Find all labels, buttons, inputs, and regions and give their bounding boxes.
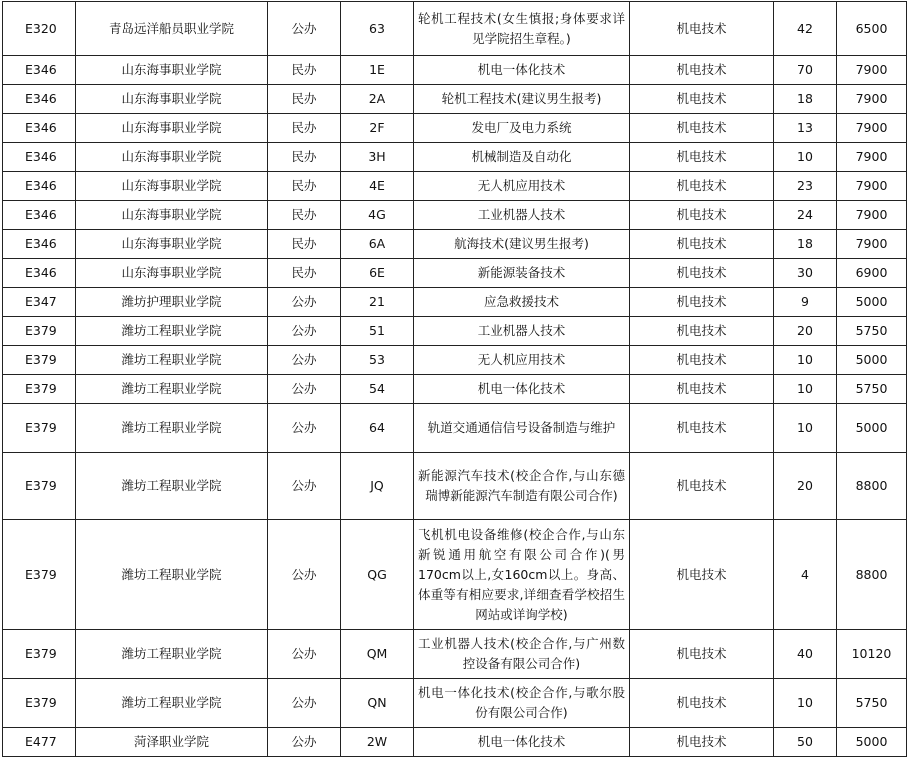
plan-count-cell: 42: [774, 2, 837, 56]
major-name-text: 无人机应用技术: [477, 352, 566, 367]
plan-count-cell: 40: [774, 630, 837, 679]
category-cell: 机电技术: [630, 728, 774, 757]
major-code-cell: 21: [341, 288, 414, 317]
school-code-cell: E346: [3, 201, 76, 230]
category-cell: 机电技术: [630, 520, 774, 630]
major-code-cell: 4E: [341, 172, 414, 201]
major-name-cell: [414, 85, 630, 114]
table-row: [3, 172, 907, 201]
major-name-text: 工业机器人技术: [477, 323, 566, 338]
table-row: [3, 679, 907, 728]
table-row: [3, 2, 907, 56]
school-code-cell: E379: [3, 630, 76, 679]
plan-count-cell: 50: [774, 728, 837, 757]
school-type-cell: 公办: [268, 630, 341, 679]
table-row: [3, 520, 907, 630]
category-cell: 机电技术: [630, 288, 774, 317]
major-name-cell: [414, 201, 630, 230]
major-code-cell: 2A: [341, 85, 414, 114]
major-name-cell: [414, 453, 630, 520]
tuition-fee-cell: 6500: [837, 2, 907, 56]
plan-count-cell: 18: [774, 230, 837, 259]
major-name-text: 机电一体化技术: [477, 734, 566, 749]
tuition-fee-cell: 5750: [837, 375, 907, 404]
school-type-cell: 民办: [268, 259, 341, 288]
school-type-cell: 公办: [268, 404, 341, 453]
major-name-cell: [414, 288, 630, 317]
category-cell: 机电技术: [630, 453, 774, 520]
school-name-cell: 山东海事职业学院: [76, 230, 268, 259]
major-code-cell: 4G: [341, 201, 414, 230]
plan-count-cell: 10: [774, 404, 837, 453]
major-name-cell: [414, 317, 630, 346]
major-name-text: 轮机工程技术(女生慎报;身体要求详见学院招生章程。): [418, 10, 625, 46]
school-code-cell: E379: [3, 404, 76, 453]
major-code-cell: 6A: [341, 230, 414, 259]
table-row: [3, 230, 907, 259]
school-name-cell: 山东海事职业学院: [76, 143, 268, 172]
school-code-cell: E379: [3, 520, 76, 630]
school-name-cell: 潍坊护理职业学院: [76, 288, 268, 317]
table-row: [3, 346, 907, 375]
category-cell: 机电技术: [630, 143, 774, 172]
school-name-cell: 潍坊工程职业学院: [76, 679, 268, 728]
major-name-text: 机电一体化技术: [477, 381, 566, 396]
school-type-cell: 公办: [268, 346, 341, 375]
school-code-cell: E346: [3, 259, 76, 288]
school-type-cell: 民办: [268, 201, 341, 230]
major-name-cell: [414, 259, 630, 288]
table-row: [3, 404, 907, 453]
school-type-cell: 公办: [268, 679, 341, 728]
category-cell: 机电技术: [630, 114, 774, 143]
school-code-cell: E346: [3, 172, 76, 201]
plan-count-cell: 20: [774, 453, 837, 520]
plan-count-cell: 9: [774, 288, 837, 317]
school-code-cell: E379: [3, 453, 76, 520]
major-name-cell: [414, 2, 630, 56]
major-name-text: 航海技术(建议男生报考): [454, 236, 589, 251]
school-name-cell: 潍坊工程职业学院: [76, 317, 268, 346]
category-cell: 机电技术: [630, 375, 774, 404]
table-row: [3, 85, 907, 114]
category-cell: 机电技术: [630, 56, 774, 85]
major-name-text: 工业机器人技术(校企合作,与广州数控设备有限公司合作): [418, 636, 625, 671]
school-name-cell: 山东海事职业学院: [76, 56, 268, 85]
category-cell: 机电技术: [630, 2, 774, 56]
table-row: [3, 728, 907, 757]
school-code-cell: E346: [3, 230, 76, 259]
major-code-cell: QM: [341, 630, 414, 679]
tuition-fee-cell: 5000: [837, 346, 907, 375]
major-code-cell: QN: [341, 679, 414, 728]
tuition-fee-cell: 5750: [837, 317, 907, 346]
school-code-cell: E346: [3, 56, 76, 85]
category-cell: 机电技术: [630, 201, 774, 230]
major-code-cell: QG: [341, 520, 414, 630]
major-name-text: 机电一体化技术(校企合作,与歌尔股份有限公司合作): [418, 685, 625, 720]
table-row: [3, 114, 907, 143]
table-row: [3, 288, 907, 317]
school-code-cell: E379: [3, 317, 76, 346]
major-name-cell: [414, 114, 630, 143]
major-name-text: 机械制造及自动化: [471, 149, 572, 164]
major-name-cell: [414, 230, 630, 259]
major-name-cell: [414, 630, 630, 679]
table-row: [3, 143, 907, 172]
school-name-cell: 潍坊工程职业学院: [76, 375, 268, 404]
category-cell: 机电技术: [630, 230, 774, 259]
school-type-cell: 民办: [268, 230, 341, 259]
major-name-text: 飞机机电设备维修(校企合作,与山东新锐通用航空有限公司合作)(男170cm以上,女160cm以上。身高、体重等有相应要求,详细查看学校招生网站或详询学校): [418, 526, 625, 622]
major-name-text: 无人机应用技术: [477, 178, 566, 193]
tuition-fee-cell: 7900: [837, 172, 907, 201]
school-type-cell: 民办: [268, 172, 341, 201]
school-code-cell: E320: [3, 2, 76, 56]
plan-count-cell: 10: [774, 375, 837, 404]
category-cell: 机电技术: [630, 346, 774, 375]
tuition-fee-cell: 7900: [837, 85, 907, 114]
category-cell: 机电技术: [630, 630, 774, 679]
tuition-fee-cell: 7900: [837, 56, 907, 85]
school-name-cell: 潍坊工程职业学院: [76, 346, 268, 375]
major-code-cell: 3H: [341, 143, 414, 172]
tuition-fee-cell: 7900: [837, 114, 907, 143]
major-name-cell: [414, 346, 630, 375]
tuition-fee-cell: 7900: [837, 201, 907, 230]
major-name-text: 轨道交通通信信号设备制造与维护: [427, 420, 616, 435]
major-name-text: 新能源装备技术: [477, 265, 566, 280]
table-row: [3, 259, 907, 288]
school-type-cell: 公办: [268, 2, 341, 56]
school-name-cell: 山东海事职业学院: [76, 259, 268, 288]
major-code-cell: 63: [341, 2, 414, 56]
school-type-cell: 民办: [268, 143, 341, 172]
school-name-cell: 潍坊工程职业学院: [76, 453, 268, 520]
table-row: [3, 375, 907, 404]
admission-plan-table: [2, 1, 907, 757]
plan-count-cell: 10: [774, 346, 837, 375]
major-name-cell: [414, 143, 630, 172]
category-cell: 机电技术: [630, 317, 774, 346]
table-row: [3, 453, 907, 520]
school-type-cell: 民办: [268, 85, 341, 114]
school-code-cell: E379: [3, 346, 76, 375]
plan-count-cell: 18: [774, 85, 837, 114]
school-name-cell: 潍坊工程职业学院: [76, 630, 268, 679]
category-cell: 机电技术: [630, 404, 774, 453]
major-code-cell: 6E: [341, 259, 414, 288]
tuition-fee-cell: 10120: [837, 630, 907, 679]
category-cell: 机电技术: [630, 172, 774, 201]
plan-count-cell: 10: [774, 143, 837, 172]
school-type-cell: 公办: [268, 453, 341, 520]
major-name-cell: [414, 375, 630, 404]
tuition-fee-cell: 5000: [837, 728, 907, 757]
school-type-cell: 公办: [268, 317, 341, 346]
school-code-cell: E346: [3, 85, 76, 114]
plan-count-cell: 20: [774, 317, 837, 346]
school-name-cell: 青岛远洋船员职业学院: [76, 2, 268, 56]
plan-count-cell: 24: [774, 201, 837, 230]
plan-count-cell: 13: [774, 114, 837, 143]
tuition-fee-cell: 5000: [837, 288, 907, 317]
major-name-text: 新能源汽车技术(校企合作,与山东德瑞博新能源汽车制造有限公司合作): [418, 468, 625, 503]
school-type-cell: 民办: [268, 56, 341, 85]
tuition-fee-cell: 5000: [837, 404, 907, 453]
table-row: [3, 317, 907, 346]
school-code-cell: E477: [3, 728, 76, 757]
tuition-fee-cell: 8800: [837, 453, 907, 520]
plan-count-cell: 23: [774, 172, 837, 201]
tuition-fee-cell: 8800: [837, 520, 907, 630]
school-name-cell: 菏泽职业学院: [76, 728, 268, 757]
school-type-cell: 公办: [268, 375, 341, 404]
table-row: [3, 201, 907, 230]
tuition-fee-cell: 7900: [837, 143, 907, 172]
major-name-cell: [414, 172, 630, 201]
major-name-text: 工业机器人技术: [477, 207, 566, 222]
major-name-cell: [414, 56, 630, 85]
table-row: [3, 630, 907, 679]
major-code-cell: 54: [341, 375, 414, 404]
plan-count-cell: 10: [774, 679, 837, 728]
major-name-cell: [414, 404, 630, 453]
category-cell: 机电技术: [630, 259, 774, 288]
major-code-cell: 53: [341, 346, 414, 375]
major-code-cell: 2F: [341, 114, 414, 143]
school-type-cell: 民办: [268, 114, 341, 143]
plan-count-cell: 4: [774, 520, 837, 630]
school-type-cell: 公办: [268, 728, 341, 757]
school-name-cell: 潍坊工程职业学院: [76, 520, 268, 630]
school-name-cell: 山东海事职业学院: [76, 85, 268, 114]
school-code-cell: E346: [3, 114, 76, 143]
plan-count-cell: 30: [774, 259, 837, 288]
school-code-cell: E347: [3, 288, 76, 317]
tuition-fee-cell: 5750: [837, 679, 907, 728]
category-cell: 机电技术: [630, 85, 774, 114]
major-code-cell: 51: [341, 317, 414, 346]
tuition-fee-cell: 6900: [837, 259, 907, 288]
school-name-cell: 山东海事职业学院: [76, 172, 268, 201]
school-name-cell: 山东海事职业学院: [76, 201, 268, 230]
major-name-cell: [414, 679, 630, 728]
major-name-text: 轮机工程技术(建议男生报考): [441, 91, 602, 106]
school-type-cell: 公办: [268, 520, 341, 630]
school-name-cell: 山东海事职业学院: [76, 114, 268, 143]
school-code-cell: E379: [3, 375, 76, 404]
major-name-cell: [414, 520, 630, 630]
school-name-cell: 潍坊工程职业学院: [76, 404, 268, 453]
school-code-cell: E379: [3, 679, 76, 728]
category-cell: 机电技术: [630, 679, 774, 728]
major-name-cell: [414, 728, 630, 757]
major-code-cell: 2W: [341, 728, 414, 757]
major-code-cell: 64: [341, 404, 414, 453]
major-name-text: 发电厂及电力系统: [471, 120, 572, 135]
major-name-text: 应急救援技术: [483, 294, 559, 309]
tuition-fee-cell: 7900: [837, 230, 907, 259]
table-body: [3, 2, 907, 757]
major-code-cell: 1E: [341, 56, 414, 85]
major-name-text: 机电一体化技术: [477, 62, 566, 77]
major-code-cell: JQ: [341, 453, 414, 520]
table-row: [3, 56, 907, 85]
school-type-cell: 公办: [268, 288, 341, 317]
plan-count-cell: 70: [774, 56, 837, 85]
school-code-cell: E346: [3, 143, 76, 172]
